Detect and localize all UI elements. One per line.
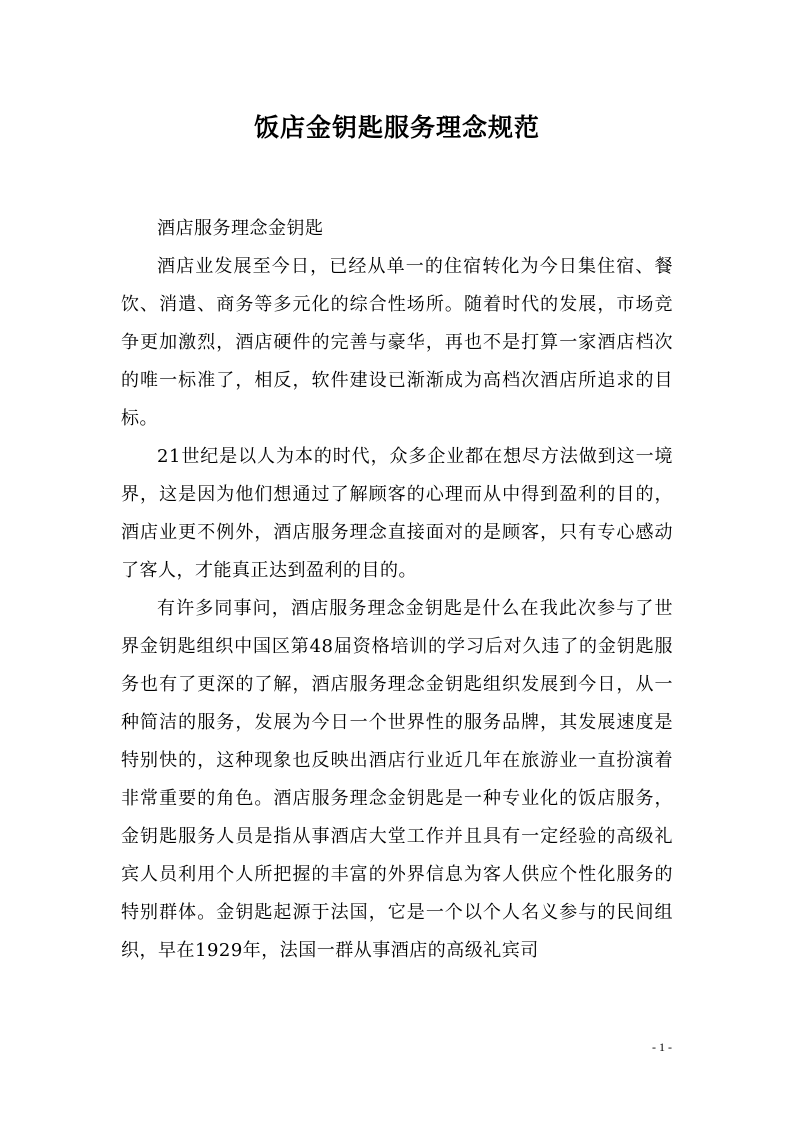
document-title: 饭店金钥匙服务理念规范	[253, 113, 540, 142]
page-number: - 1 -	[652, 1040, 672, 1054]
body-paragraph: 21世纪是以人为本的时代，众多企业都在想尽方法做到这一境界，这是因为他们想通过了解顾客的心理而从中得到盈利的目的，酒店业更不例外，酒店服务理念直接面对的是顾客，只有专心感动了客人，才能真正达到盈利的目的。	[121, 446, 673, 581]
body-paragraph: 酒店服务理念金钥匙	[157, 218, 324, 239]
document-body	[121, 210, 673, 970]
body-paragraph: 酒店业发展至今日，已经从单一的住宿转化为今日集住宿、餐饮、消遣、商务等多元化的综合性场所。随着时代的发展，市场竞争更加激烈，酒店硬件的完善与豪华，再也不是打算一家酒店档次的唯一标准了，相反，软件建设已渐渐成为高档次酒店所追求的目标。	[121, 256, 673, 429]
body-paragraph: 有许多同事问，酒店服务理念金钥匙是什么在我此次参与了世界金钥匙组织中国区第48届资格培训的学习后对久违了的金钥匙服务也有了更深的了解，酒店服务理念金钥匙组织发展到今日，从一种简洁的服务，发展为今日一个世界性的服务品牌，其发展速度是特别快的，这种现象也反映出酒店行业近几年在旅游业一直扮演着非常重要的角色。酒店服务理念金钥匙是一种专业化的饭店服务，金钥匙服务人员是指从事酒店大堂工作并且具有一定经验的高级礼宾人员利用个人所把握的丰富的外界信息为客人供应个性化服务的特别群体。金钥匙起源于法国，它是一个以个人名义参与的民间组织，早在1929年，法国一群从事酒店的高级礼宾司	[121, 598, 673, 961]
